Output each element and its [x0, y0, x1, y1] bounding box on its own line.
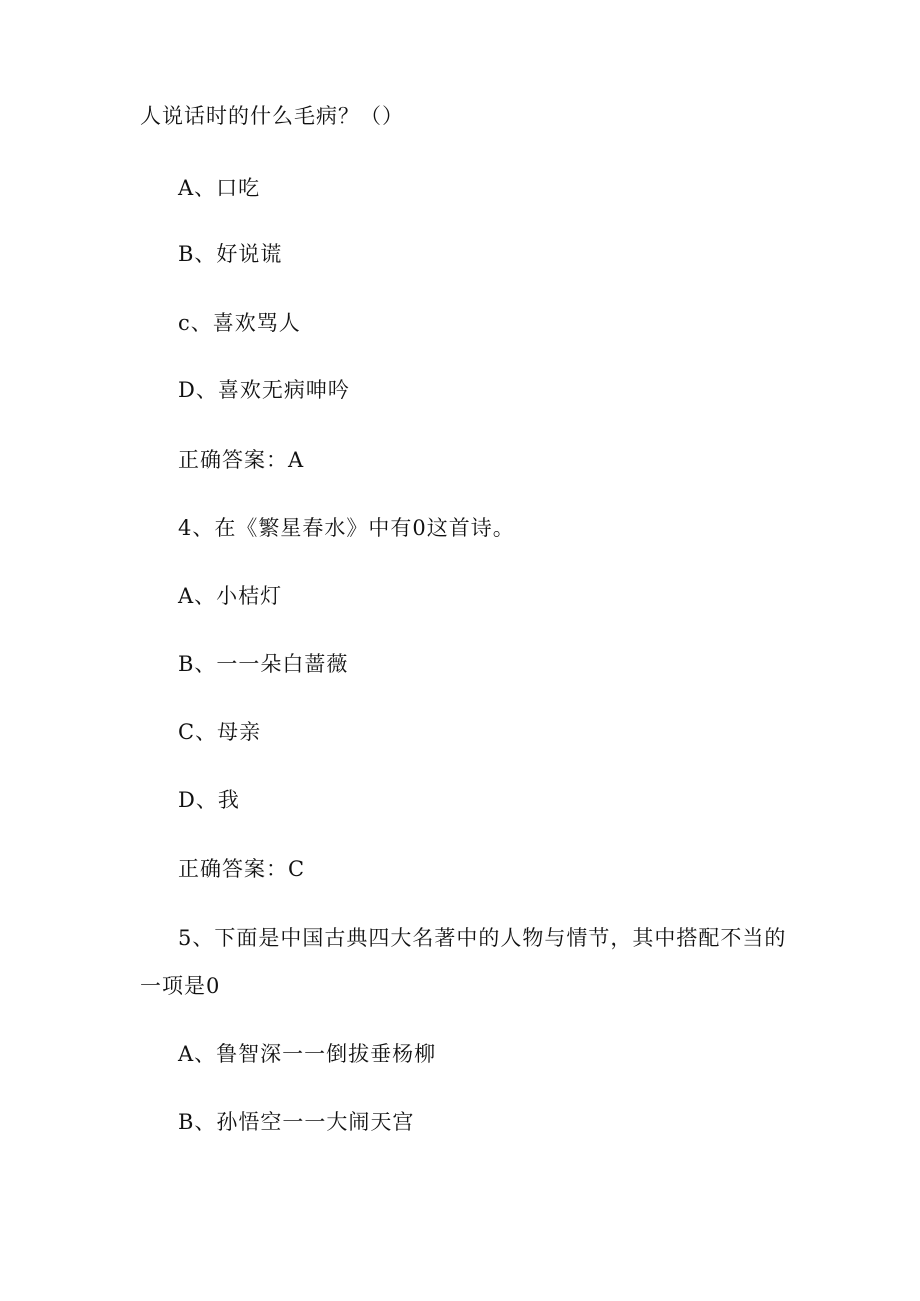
question-4-option-c: C、母亲 [178, 720, 262, 744]
question-5-stem-line-2: 一项是0 [140, 974, 221, 998]
question-4-option-b: B、一一朵白蔷薇 [178, 652, 349, 676]
question-4-answer: 正确答案：C [178, 857, 306, 881]
question-3-option-d: D、喜欢无病呻吟 [178, 378, 350, 402]
question-4-option-d: D、我 [178, 788, 240, 812]
question-3-answer: 正确答案：A [178, 448, 305, 472]
question-3-option-a: A、口吃 [178, 176, 261, 200]
question-5-option-a: A、鲁智深一一倒拔垂杨柳 [178, 1042, 437, 1066]
question-3-option-c: c、喜欢骂人 [178, 311, 301, 335]
question-5-option-b: B、孙悟空一一大闹天宫 [178, 1110, 415, 1134]
question-5-stem-line-1: 5、下面是中国古典四大名著中的人物与情节，其中搭配不当的 [178, 926, 787, 950]
question-3-option-b: B、好说谎 [178, 242, 283, 266]
question-4-option-a: A、小桔灯 [178, 584, 283, 608]
question-4-stem: 4、在《繁星春水》中有0这首诗。 [178, 516, 515, 540]
question-3-stem: 人说话时的什么毛病？（） [140, 104, 404, 128]
